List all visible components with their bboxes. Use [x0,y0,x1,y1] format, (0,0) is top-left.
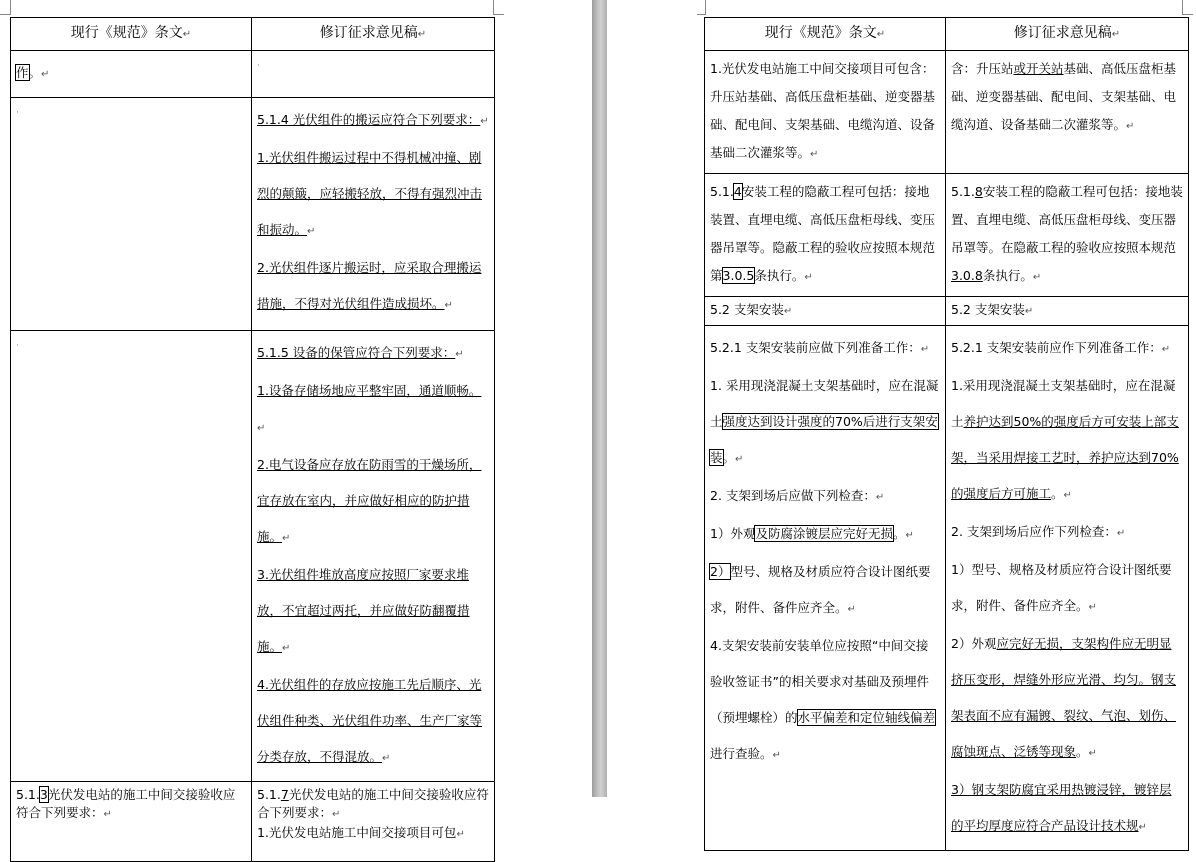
paragraph [257,250,489,324]
current-clause-cell [11,782,252,862]
left-page [0,0,592,840]
text-run: 5.2 支架安装 [710,302,784,317]
boxed-text: 2） [710,564,731,579]
text-run: 5.1. [951,184,975,199]
text-run: 。 [722,450,736,465]
underlined-text: 养护达到50%的强度后方可安装上部支架，当采用焊接工艺时，养护应达到70%的强度后方可施工 [951,414,1179,501]
page-gutter [592,0,607,797]
paragraph [257,102,489,140]
text-run: 。 [1076,744,1089,759]
crop-mark-top-right [493,0,504,15]
boxed-text: 及防腐涂镀层应完好无损 [755,526,893,541]
paragraph [710,516,940,554]
underlined-text: 3.光伏组件堆放高度应按照厂家要求堆放，不宜超过两托，并应做好防翻覆措施。 [257,567,470,654]
text-run: 1.光伏发电站施工中间交接项目可包含：升压站基础、高低压盘柜基础、逆变器基础、配电间、支架基础、电缆沟道、设备基础二次灌浆等。 [710,61,936,160]
paragraph-mark: ↵ [332,809,341,820]
paragraph [951,55,1183,141]
text-run: 4.支架安装前安装单位应按照“中间交接验收签证书”的相关要求对基础及预埋件（预埋螺栓）的 [710,638,929,725]
paragraph [16,786,246,824]
paragraph-mark: ↵ [1063,490,1072,501]
boxed-text: 4 [733,184,742,199]
revision-cell [946,326,1189,851]
paragraph-mark: ↵ [1126,121,1135,132]
table-row [11,782,495,862]
paragraph [710,478,940,516]
text-run: 5.1. [710,184,734,199]
text-run: 条执行。 [982,268,1033,283]
paragraph [951,626,1183,772]
text-run: 进行查验。 [710,746,773,761]
paragraph [257,667,489,777]
paragraph-mark: ↵ [41,69,50,80]
text-run: 含：升压站 [951,61,1014,76]
table-row [705,326,1189,851]
text-run: 安装工程的隐蔽工程可包括：接地装置、直埋电缆、高低压盘柜母线、变压器吊罩等。隐蔽工程的验收应按照本规范第 [710,184,936,283]
text-run: 1）外观 [710,526,756,541]
paragraph-mark: ↵ [282,643,291,654]
text-run: 5.2 支架安装 [951,302,1025,317]
header-current-clause: 现行《规范》条文↵ [705,18,946,51]
text-run: 光伏发电站的施工中间交接验收应符合下列要求： [257,787,489,820]
paragraph-mark: ↵ [875,492,885,503]
text-run: 基础、高低压盘柜基础、逆变器基础、配电间、支架基础、电缆沟道、设备基础二次灌浆等。 [951,61,1177,132]
paragraph-mark: ↵ [804,272,813,283]
table-row [705,51,1189,174]
underlined-text: 5.1.4 光伏组件的搬运应符合下列要求： [257,112,481,127]
paragraph-mark: ↵ [1032,272,1042,283]
text-run: 。 [28,65,42,80]
table-header-row [11,18,495,51]
paragraph [710,368,940,478]
current-clause-cell [705,326,946,851]
text-run: 。 [1051,486,1064,501]
paragraph [951,178,1183,292]
paragraph [257,335,489,373]
text-run: 2）外观 [951,636,997,651]
current-clause-cell [705,174,946,297]
paragraph-mark: ↵ [1024,306,1034,317]
text-run: 1. 采用现浇混凝土支架基础时，应在混凝土 [710,378,939,429]
paragraph [257,140,489,250]
paragraph-mark: ↵ [257,423,266,434]
text-run: 1）型号、规格及材质应符合设计图纸要求，附件、备件应齐全。 [951,562,1172,613]
paragraph-mark: ↵ [282,533,291,544]
paragraph-mark: ↵ [920,344,930,355]
table-row [11,331,495,782]
table-row [11,98,495,331]
header-revision-draft: 修订征求意见稿↵ [946,18,1189,51]
right-page [607,0,1196,833]
paragraph [257,824,489,844]
paragraph [951,772,1183,846]
current-clause-cell [11,98,252,331]
boxed-text: 作 [16,65,29,80]
table-row [705,297,1189,326]
paragraph [16,55,246,93]
underlined-text: 5.1.5 设备的保管应符合下列要求： [257,345,456,360]
paragraph [951,368,1183,514]
text-run: 5.2.1 支架安装前应做下列准备工作： [710,340,921,355]
current-clause-cell [11,331,252,782]
table-header-row [705,18,1189,51]
underlined-text: 2.电气设备应存放在防雨雪的干燥场所，宜存放在室内，并应做好相应的防护措施。 [257,457,482,544]
paragraph-mark: ↵ [307,226,316,237]
underlined-text: 或开关站 [1013,61,1064,76]
paragraph-mark: ↵ [735,454,744,465]
underlined-text: 1.设备存储场地应平整牢固，通道顺畅。 [257,383,482,398]
revision-cell [252,782,495,862]
text-run: 5.1. [257,787,281,802]
paragraph-mark: ↵ [456,829,465,840]
comparison-table-right [704,17,1189,851]
paragraph-mark: ↵ [905,530,914,541]
paragraph [951,552,1183,626]
underlined-text: 1.光伏组件搬运过程中不得机械冲撞、剧烈的颠簸，应轻搬轻放，不得有强烈冲击和振动。 [257,150,483,237]
paragraph-mark: ↵ [772,750,781,761]
boxed-text: 强度达到设计强度的70%后进行支架安装 [710,414,938,465]
current-clause-cell [11,51,252,98]
text-run: 条执行。 [754,268,805,283]
cell-end-mark: · [257,61,260,71]
paragraph [710,301,940,321]
paragraph [257,557,489,667]
paragraph [257,447,489,557]
boxed-text: 3 [39,787,48,802]
paragraph-mark: ↵ [480,116,489,127]
paragraph-mark: ↵ [382,753,391,764]
revision-cell [946,297,1189,326]
text-run: 型号、规格及材质应符合设计图纸要求，附件、备件应齐全。 [710,564,931,615]
paragraph [710,330,940,368]
text-run: 光伏发电站的施工中间交接验收应符合下列要求： [16,787,236,820]
paragraph [710,628,940,774]
paragraph-mark: ↵ [1088,602,1097,613]
paragraph-mark: ↵ [847,604,856,615]
underlined-text: 应完好无损，支架构件应无明显挤压变形，焊缝外形应光滑、均匀。钢支架表面不应有漏镀、裂纹、气泡、划伤、腐蚀斑点、泛锈等现象 [951,636,1177,759]
text-run: 2. 支架到场后应作下列检查： [951,524,1117,539]
paragraph [951,301,1183,321]
paragraph-mark: ↵ [1138,822,1147,833]
revision-cell [946,51,1189,174]
underlined-text: 3.0.8 [951,268,983,283]
paragraph-mark: ↵ [444,300,453,311]
paragraph [710,554,940,628]
paragraph-mark: ↵ [1161,344,1171,355]
paragraph-mark: ↵ [783,306,793,317]
underlined-text: 8 [974,184,983,199]
cell-end-mark: · [16,108,19,118]
header-revision-draft: 修订征求意见稿↵ [252,18,495,51]
paragraph-mark: ↵ [810,149,819,160]
text-run: 1.采用现浇混凝土支架基础时，应在混凝土 [951,378,1176,429]
text-run: 。 [892,526,906,541]
paragraph [951,330,1183,368]
current-clause-cell [705,297,946,326]
revision-cell [252,331,495,782]
paragraph [951,514,1183,552]
underlined-text: 2.光伏组件逐片搬运时，应采取合理搬运措施，不得对光伏组件造成损坏。 [257,260,482,311]
underlined-text: 4.光伏组件的存放应按施工先后顺序、光伏组件种类、光伏组件功率、生产厂家等分类存放，不得混放。 [257,677,483,764]
text-run: 5.2.1 支架安装前应作下列准备工作： [951,340,1162,355]
paragraph-mark: ↵ [1088,748,1097,759]
table-row [705,174,1189,297]
paragraph [257,373,489,447]
boxed-text: 3.0.5 [722,268,755,283]
paragraph-mark: ↵ [1116,528,1126,539]
crop-mark-top-right [1182,0,1193,15]
revision-cell [946,174,1189,297]
underlined-text: 7 [280,787,289,802]
crop-mark-top-left [0,0,11,15]
paragraph [257,786,489,824]
crop-mark-top-left [697,0,706,15]
revision-cell [252,98,495,331]
text-run: 5.1. [16,787,40,802]
paragraph [710,178,940,292]
cell-end-mark: · [16,341,19,351]
table-row [11,51,495,98]
paragraph [710,55,940,169]
paragraph-mark: ↵ [103,809,112,820]
header-current-clause: 现行《规范》条文↵ [11,18,252,51]
text-run: 2. 支架到场后应做下列检查： [710,488,876,503]
paragraph-mark: ↵ [455,349,464,360]
current-clause-cell [705,51,946,174]
revision-cell [252,51,495,98]
boxed-text: 水平偏差和定位轴线偏差 [797,710,936,725]
text-run: 安装工程的隐蔽工程可包括：接地装置、直埋电缆、高低压盘柜母线、变压器吊罩等。在隐蔽工程的验收应按照本规范 [951,184,1183,255]
underlined-text: 3）钢支架防腐宜采用热镀浸锌，镀锌层的平均厚度应符合产品设计技术规 [951,782,1172,833]
comparison-table-left [10,17,495,862]
text-run: 1.光伏发电站施工中间交接项目可包 [257,825,457,840]
